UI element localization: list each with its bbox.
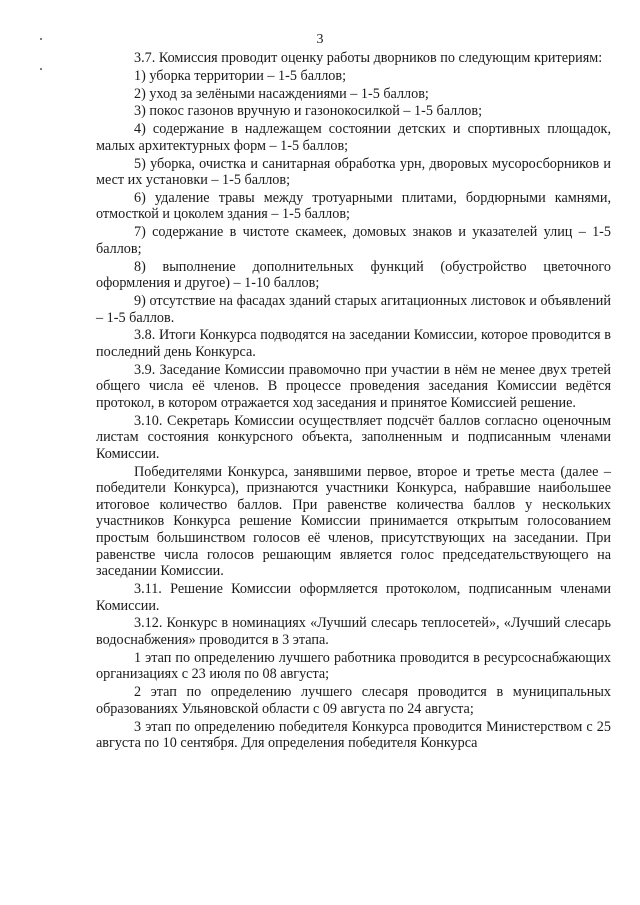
criterion-7: 7) содержание в чистоте скамеек, домовых знаков и указателей улиц – 1-5 баллов; bbox=[96, 224, 611, 257]
criterion-6: 6) удаление травы между тротуарными плитами, бордюрными камнями, отмосткой и цоколем здания – 1-5 баллов; bbox=[96, 189, 611, 223]
criterion-3: 3) покос газонов вручную и газонокосилкой – 1-5 баллов; bbox=[134, 103, 483, 120]
criterion-1: 1) уборка территории – 1-5 баллов; bbox=[134, 67, 347, 84]
paragraph-3-7: 3.7. Комиссия проводит оценку работы дворников по следующим критериям: bbox=[134, 50, 603, 66]
paragraph-3-12: 3.12. Конкурс в номинациях «Лучший слесарь теплосетей», «Лучший слесарь водоснабжения» проводится в 3 этапа. bbox=[96, 615, 611, 648]
page-number: 3 bbox=[316, 32, 324, 47]
paragraph-winners: Победителями Конкурса, занявшими первое, второе и третье места (далее – победители Конкурса), признаются участники Конкурса, набравшие наибольшее итоговое количество баллов. При равенстве количества баллов у нескольких участников Конкурса решение Комиссии принимается открытым голосованием простым большинством голосов её членов, присутствующих на заседании. При равенстве числа голосов решающим является голос председательствующего на заседании Комиссии. bbox=[96, 463, 611, 580]
document-body bbox=[96, 50, 611, 753]
criterion-9: 9) отсутствие на фасадах зданий старых агитационных листовок и объявлений – 1-5 баллов. bbox=[96, 293, 611, 326]
paragraph-3-9: 3.9. Заседание Комиссии правомочно при участии в нём не менее двух третей общего числа её членов. В процессе проведения заседания Комиссии ведётся протокол, в котором отражается ход заседания и принятое Комиссией решение. bbox=[96, 361, 611, 411]
criterion-4: 4) содержание в надлежащем состоянии детских и спортивных площадок, малых архитектурных форм – 1-5 баллов; bbox=[96, 121, 611, 154]
paragraph-3-10: 3.10. Секретарь Комиссии осуществляет подсчёт баллов согласно оценочным листам состояния конкурсного объекта, заполненным и подписанным членами Комиссии. bbox=[96, 412, 611, 462]
stage-1: 1 этап по определению лучшего работника проводится в ресурсоснабжающих организациях с 23 июля по 08 августа; bbox=[96, 649, 611, 683]
scan-speck bbox=[40, 68, 42, 70]
criterion-8: 8) выполнение дополнительных функций (обустройство цветочного оформления и другое) – 1-10 баллов; bbox=[96, 258, 611, 292]
stage-3: 3 этап по определению победителя Конкурса проводится Министерством с 25 августа по 10 сентября. Для определения победителя Конкурса bbox=[96, 718, 611, 752]
stage-2: 2 этап по определению лучшего слесаря проводится в муниципальных образованиях Ульяновской области с 09 августа по 24 августа; bbox=[96, 684, 611, 717]
paragraph-3-11: 3.11. Решение Комиссии оформляется протоколом, подписанным членами Комиссии. bbox=[96, 581, 611, 614]
criterion-5: 5) уборка, очистка и санитарная обработка урн, дворовых мусоросборников и мест их установки – 1-5 баллов; bbox=[96, 155, 611, 189]
criterion-2: 2) уход за зелёными насаждениями – 1-5 баллов; bbox=[134, 85, 429, 102]
paragraph-3-8: 3.8. Итоги Конкурса подводятся на заседании Комиссии, которое проводится в последний день Конкурса. bbox=[96, 327, 611, 360]
